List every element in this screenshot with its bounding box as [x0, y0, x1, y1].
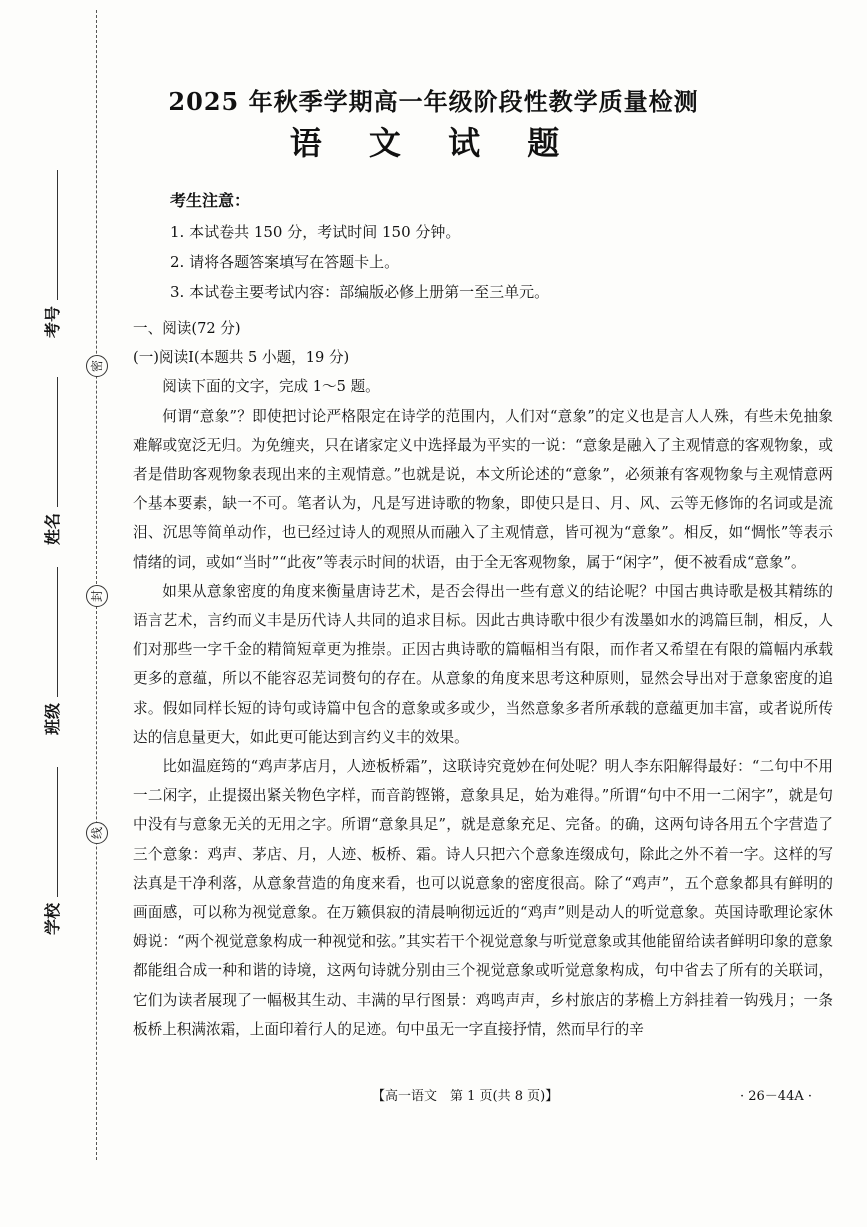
name-blank [43, 377, 58, 507]
name-field [40, 377, 63, 545]
binding-margin [0, 0, 120, 1227]
class-blank [43, 567, 58, 697]
section-subtitle: (一)阅读Ⅰ(本题共 5 小题，19 分) [133, 349, 350, 367]
reading-instruction: 阅读下面的文字，完成 1～5 题。 [162, 378, 380, 396]
subject-title: 语 文 试 题 [289, 124, 578, 162]
class-field [40, 567, 63, 735]
fold-mark-xian: 线 [86, 822, 108, 844]
class-label: 班级 [43, 702, 62, 735]
school-blank [43, 767, 58, 897]
fold-mark-feng: 封 [86, 585, 108, 607]
fold-mark-mi: 密 [86, 355, 108, 377]
exam-number-blank [43, 170, 58, 300]
passage-paragraph: 比如温庭筠的“鸡声茅店月，人迹板桥霜”，这联诗究竟妙在何处呢？明人李东阳解得最好：“二句中不用一二闲字，止提掇出紧关物色字样，而音韵铿锵，意象具足，始为难得。”所谓“句中不用一二闲字”，就是句中没有与意象无关的无用之字。所谓“意象具足”，就是意象充足、完备。的确，这两句诗各用五个字营造了三个意象：鸡声、茅店、月，人迹、板桥、霜。诗人只把六个意象连缀成句，除此之外不着一字。这样的写法真是干净利落，从意象营造的角度来看，也可以说意象的密度很高。除了“鸡声”，五个意象都具有鲜明的画面感，可以称为视觉意象。在万籁俱寂的清晨响彻远近的“鸡声”则是动人的听觉意象。英国诗歌理论家休姆说：“两个视觉意象构成一种视觉和弦。”其实若干个视觉意象与听觉意象或其他能留给读者鲜明印象的意象都能组合成一种和谐的诗境，这两句诗就分别由三个视觉意象或听觉意象构成，句中省去了所有的关联词，它们为读者展现了一幅极其生动、丰满的早行图景：鸡鸣声声，乡村旅店的茅檐上方斜挂着一钩残月；一条板桥上积满浓霜，上面印着行人的足迹。句中虽无一字直接抒情，然而早行的辛 [133, 758, 833, 1038]
exam-number-label: 考号 [43, 305, 62, 338]
exam-code: · 26－44A · [740, 1089, 813, 1104]
exam-title: 2025 年秋季学期高一年级阶段性教学质量检测 [168, 87, 699, 116]
notice-heading: 考生注意： [170, 191, 251, 210]
passage-paragraph: 如果从意象密度的角度来衡量唐诗艺术，是否会得出一些有意义的结论呢？中国古典诗歌是极其精练的语言艺术，言约而义丰是历代诗人共同的追求目标。因此古典诗歌中很少有泼墨如水的鸿篇巨制，相反，人们对那些一字千金的精简短章更为推崇。正因古典诗歌的篇幅相当有限，而作者又希望在有限的篇幅内承载更多的意蕴，所以不能容忍芜词赘句的存在。从意象的角度来思考这种原则，显然会导出对于意象密度的追求。假如同样长短的诗句或诗篇中包含的意象或多或少，当然意象多者所承载的意蕴更加丰富，或者说所传达的信息量更大，如此更可能达到言约义丰的效果。 [133, 582, 833, 746]
candidate-notice [170, 188, 549, 307]
notice-item: 2. 请将各题答案填写在答题卡上。 [170, 253, 400, 271]
passage-paragraph: 何谓“意象”？即使把讨论严格限定在诗学的范围内，人们对“意象”的定义也是言人人殊，有些未免抽象难解或宽泛无归。为免缠夹，只在诸家定义中选择最为平实的一说：“意象是融入了主观情意的客观物象，或者是借助客观物象表现出来的主观情意。”也就是说，本文所论述的“意象”，必须兼有客观物象与主观情意两个基本要素，缺一不可。笔者认为，凡是写进诗歌的物象，即使只是日、月、风、云等无修饰的名词或是流泪、沉思等简单动作，也已经过诗人的观照从而融入了主观情意，皆可视为“意象”。相反，如“惆怅”等表示情绪的词，或如“当时”“此夜”等表示时间的状语，由于全无客观物象，属于“闲字”，便不被看成“意象”。 [133, 407, 833, 571]
section-title: 一、阅读(72 分) [133, 320, 241, 337]
notice-item: 1. 本试卷共 150 分，考试时间 150 分钟。 [170, 223, 461, 241]
school-field [40, 767, 63, 935]
page-number-label: 【高一语文 第 1 页(共 8 页)】 [372, 1089, 559, 1104]
reading-section [133, 314, 833, 1044]
school-label: 学校 [43, 902, 62, 935]
exam-number-field [40, 170, 63, 338]
notice-item: 3. 本试卷主要考试内容：部编版必修上册第一至三单元。 [170, 283, 550, 301]
name-label: 姓名 [43, 512, 62, 545]
